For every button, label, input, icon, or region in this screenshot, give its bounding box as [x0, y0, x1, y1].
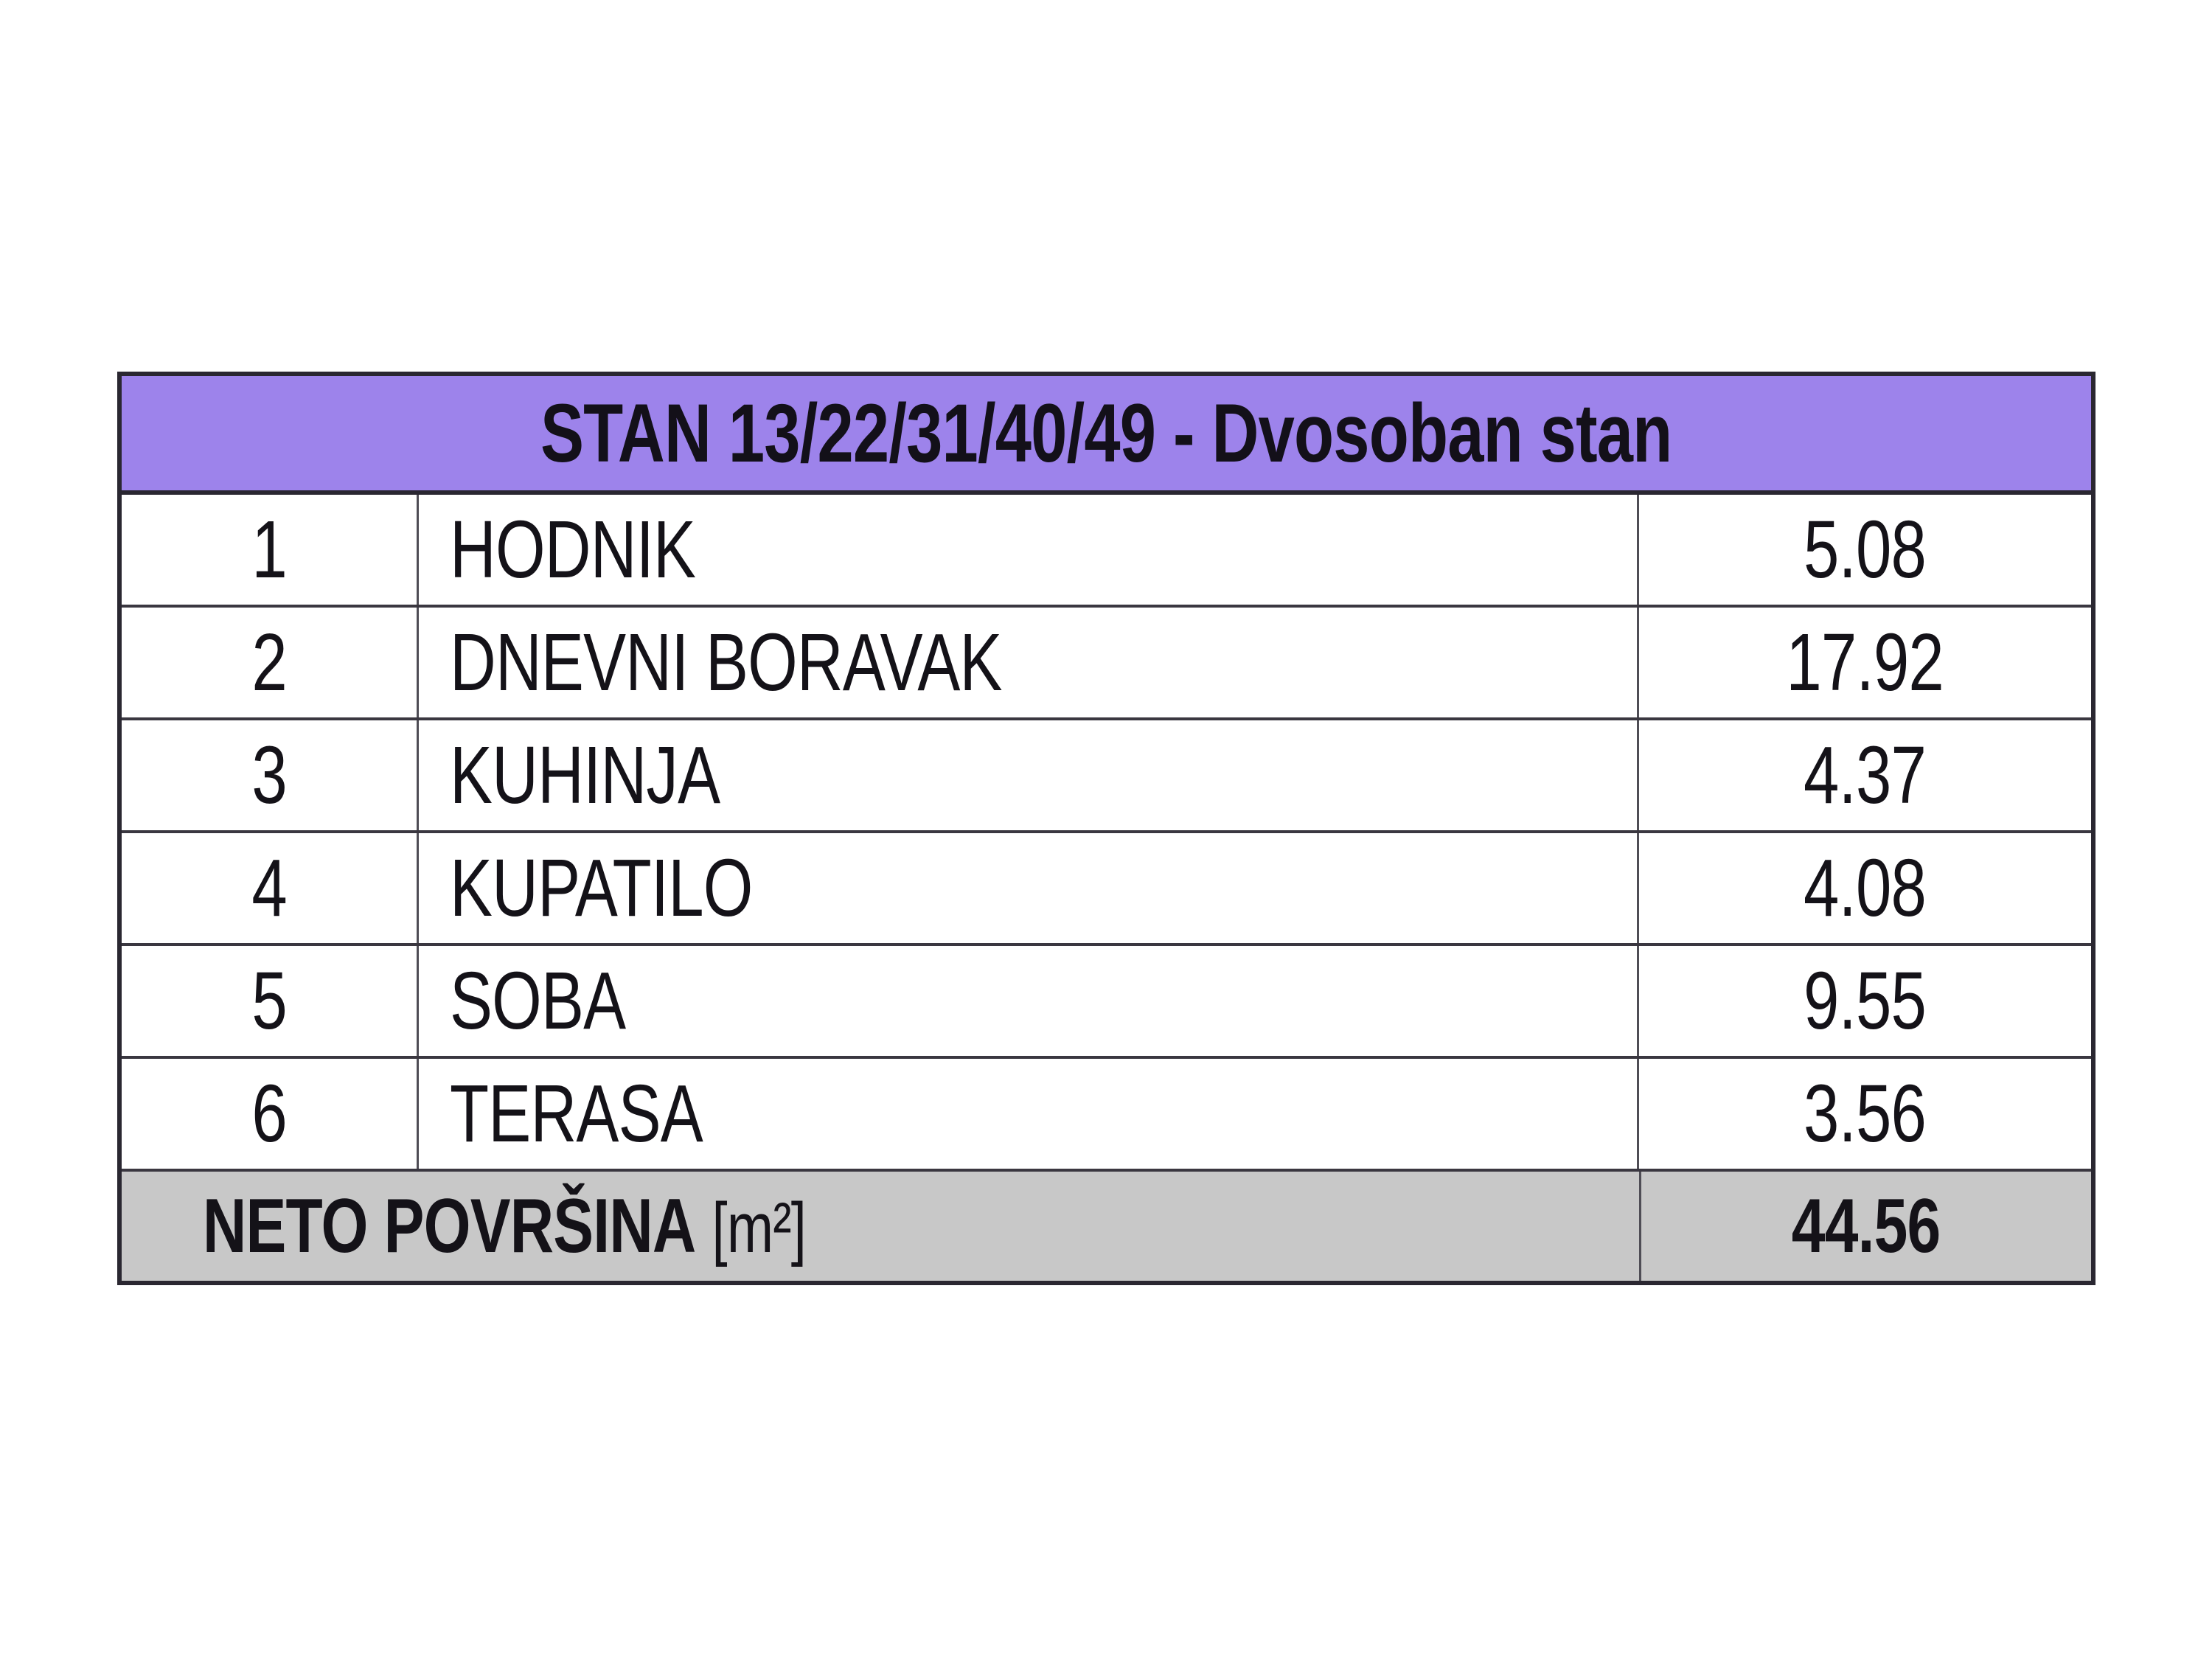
table-title: STAN 13/22/31/40/49 - Dvosoban stan	[540, 387, 1672, 479]
room-name-cell	[417, 720, 1637, 830]
room-name: KUHINJA	[450, 730, 720, 821]
table-row	[122, 833, 2091, 946]
row-number-cell	[122, 720, 417, 830]
room-area: 4.37	[1804, 730, 1927, 821]
room-name: SOBA	[450, 956, 626, 1046]
room-name-cell	[417, 495, 1637, 605]
room-area: 9.55	[1804, 956, 1927, 1046]
room-name-cell	[417, 833, 1637, 943]
table-row	[122, 495, 2091, 608]
total-value-cell	[1639, 1172, 2091, 1281]
table-row	[122, 946, 2091, 1059]
row-number: 1	[251, 504, 287, 595]
apartment-area-table	[117, 372, 2096, 1285]
row-number: 4	[251, 843, 287, 933]
room-area: 4.08	[1804, 843, 1927, 933]
table-row	[122, 608, 2091, 720]
table-title-row	[122, 376, 2091, 495]
total-label: NETO POVRŠINA	[203, 1183, 696, 1269]
room-area: 17.92	[1786, 617, 1944, 708]
total-value: 44.56	[1792, 1183, 1941, 1269]
room-name: DNEVNI BORAVAK	[450, 617, 1002, 708]
room-name-cell	[417, 946, 1637, 1056]
row-number-cell	[122, 833, 417, 943]
room-name: HODNIK	[450, 504, 696, 595]
row-number-cell	[122, 608, 417, 717]
table-row	[122, 720, 2091, 833]
total-label-cell	[122, 1172, 1639, 1281]
room-area: 5.08	[1804, 504, 1927, 595]
room-area-cell	[1637, 1059, 2091, 1169]
room-area-cell	[1637, 833, 2091, 943]
room-name: TERASA	[450, 1068, 703, 1159]
room-area-cell	[1637, 720, 2091, 830]
row-number-cell	[122, 495, 417, 605]
table-total-row	[122, 1172, 2091, 1281]
row-number: 3	[251, 730, 287, 821]
total-unit: [m²]	[712, 1188, 806, 1267]
row-number: 2	[251, 617, 287, 708]
room-name: KUPATILO	[450, 843, 753, 933]
row-number: 6	[251, 1068, 287, 1159]
row-number-cell	[122, 1059, 417, 1169]
row-number-cell	[122, 946, 417, 1056]
row-number: 5	[251, 956, 287, 1046]
room-area-cell	[1637, 946, 2091, 1056]
table-row	[122, 1059, 2091, 1172]
total-label-wrap	[203, 1183, 806, 1270]
room-name-cell	[417, 608, 1637, 717]
room-area-cell	[1637, 608, 2091, 717]
room-area: 3.56	[1804, 1068, 1927, 1159]
room-area-cell	[1637, 495, 2091, 605]
room-name-cell	[417, 1059, 1637, 1169]
